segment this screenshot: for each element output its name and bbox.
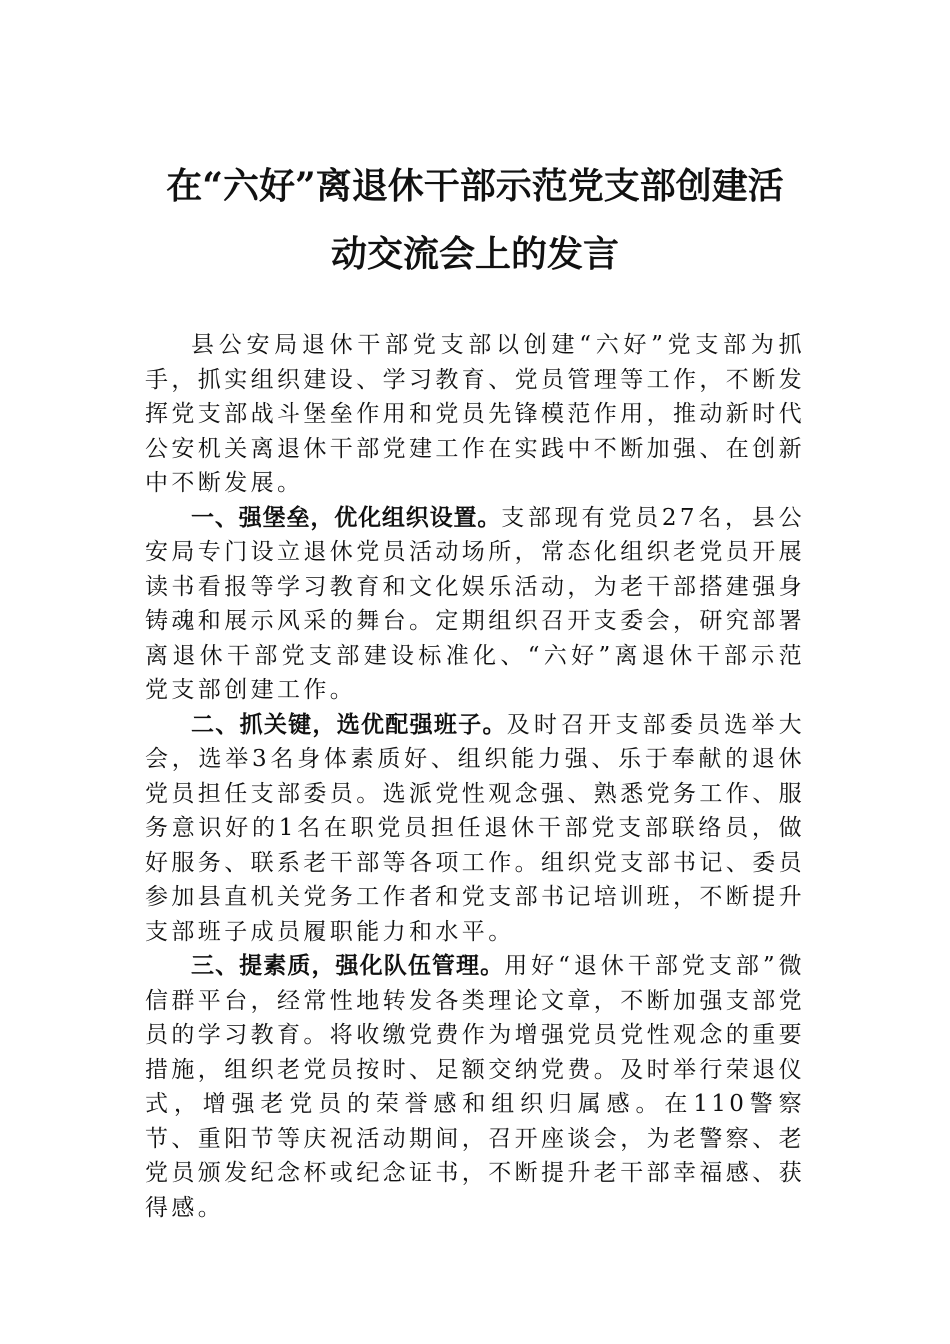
document-title-line-1: 在“六好”离退休干部示范党支部创建活 xyxy=(166,165,784,207)
document-title-line-2: 动交流会上的发言 xyxy=(330,233,619,275)
body-paragraph-intro xyxy=(145,328,805,501)
paragraph-text: 县公安局退休干部党支部以创建“六好”党支部为抓手，抓实组织建设、学习教育、党员管理等工作，不断发挥党支部战斗堡垒作用和党员先锋模范作用，推动新时代公安机关离退休干部党建工作在实践中不断加强、在创新中不断发展。 xyxy=(145,332,805,496)
body-paragraph-section-3 xyxy=(145,949,805,1225)
section-heading: 二、抓关键，选优配强班子。 xyxy=(191,711,507,738)
paragraph-text: 及时召开支部委员选举大会，选举3名身体素质好、组织能力强、乐于奉献的退休党员担任支部委员。选派党性观念强、熟悉党务工作、服务意识好的1名在职党员担任退休干部党支部联络员，做好服务、联系老干部等各项工作。组织党支部书记、委员参加县直机关党务工作者和党支部书记培训班，不断提升支部班子成员履职能力和水平。 xyxy=(145,711,806,945)
section-heading: 三、提素质，强化队伍管理。 xyxy=(191,953,505,979)
section-heading: 一、强堡垒，优化组织设置。 xyxy=(191,504,502,531)
paragraph-text: 支部现有党员27名，县公安局专门设立退休党员活动场所，常态化组织老党员开展读书看报等学习教育和文化娱乐活动，为老干部搭建强身铸魂和展示风采的舞台。定期组织召开支委会，研究部署离退休干部党支部建设标准化、“六好”离退休干部示范党支部创建工作。 xyxy=(145,504,805,703)
document-body xyxy=(145,328,805,1225)
body-paragraph-section-2 xyxy=(145,708,805,950)
paragraph-text: 用好“退休干部党支部”微信群平台，经常性地转发各类理论文章，不断加强支部党员的学习教育。将收缴党费作为增强党员党性观念的重要措施，组织老党员按时、足额交纳党费。及时举行荣退仪式，增强老党员的荣誉感和组织归属感。在110警察节、重阳节等庆祝活动期间，召开座谈会，为老警察、老党员颁发纪念杯或纪念证书，不断提升老干部幸福感、获得感。 xyxy=(145,953,805,1221)
body-paragraph-section-1 xyxy=(145,501,805,708)
